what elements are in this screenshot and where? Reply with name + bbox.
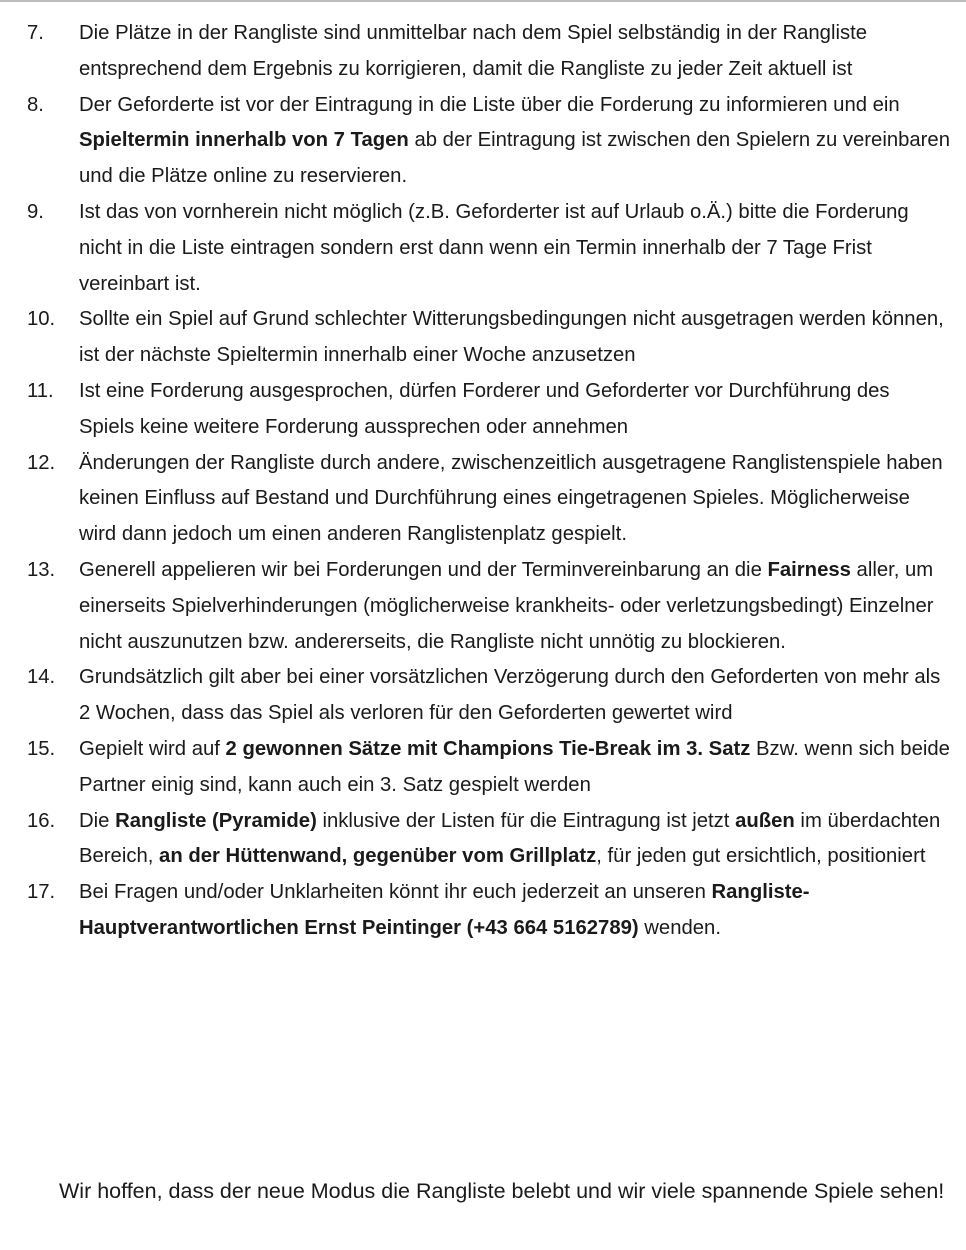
rule-number: 13.: [27, 558, 56, 581]
rule-text-run: Die Plätze in der Rangliste sind unmittelbar nach dem Spiel selbständig in der Rangliste entsprechend dem Ergebnis zu korrigieren, damit die Rangliste zu jeder Zeit aktuell ist: [79, 22, 868, 80]
rule-number: 9.: [27, 200, 44, 223]
rule-text-run: Die: [79, 809, 116, 832]
rule-text: [79, 446, 950, 553]
rule-text-bold: Spieltermin innerhalb von 7 Tagen: [79, 129, 409, 152]
rule-text-run: Ist eine Forderung ausgesprochen, dürfen Forderer und Geforderter vor Durchführung des Spiels keine weitere Forderung aussprechen oder annehmen: [79, 379, 890, 438]
rule-text-run: Bzw. wenn sich beide Partner einig sind, kann auch ein 3. Satz gespielt werden: [79, 737, 950, 796]
rule-number: 12.: [27, 451, 56, 474]
rules-list: [0, 16, 966, 947]
rule-text: [79, 875, 950, 947]
rule-item: [0, 446, 966, 553]
rule-text: [79, 804, 950, 876]
rule-text-run: wenden.: [638, 916, 721, 939]
rule-text-bold: Rangliste (Pyramide): [115, 809, 317, 832]
rule-text-run: inklusive der Listen für die Eintragung ist jetzt: [316, 809, 736, 832]
rule-number: 14.: [27, 666, 56, 689]
top-divider: [0, 0, 966, 2]
rule-text-run: Gepielt wird auf: [79, 737, 226, 760]
rule-text-bold: 2 gewonnen Sätze mit Champions Tie-Break im 3. Satz: [225, 737, 751, 760]
rule-number: 8.: [27, 93, 44, 116]
rule-text: [79, 374, 950, 446]
closing-paragraph: Wir hoffen, dass der neue Modus die Rangliste belebt und wir viele spannende Spiele sehen!: [59, 1179, 945, 1203]
rule-text: [79, 88, 950, 195]
rule-text-bold: Rangliste-Hauptverantwortlichen Ernst Peintinger (+43 664 5162789): [79, 881, 810, 939]
rule-text: [79, 732, 950, 804]
rule-text-run: Ist das von vornherein nicht möglich (z.B. Geforderter ist auf Urlaub o.Ä.) bitte die Forderung nicht in die Liste eintragen sondern erst dann wenn ein Termin innerhalb der 7 Tage Frist vereinbart ist.: [79, 200, 909, 295]
rule-item: [0, 732, 966, 804]
rule-number: 16.: [27, 809, 56, 832]
rule-item: [0, 88, 966, 195]
rule-text-bold: an der Hüttenwand, gegenüber vom Grillplatz: [159, 845, 597, 868]
rule-text: [79, 16, 950, 88]
rule-text-run: Grundsätzlich gilt aber bei einer vorsätzlichen Verzögerung durch den Geforderten von mehr als 2 Wochen, dass das Spiel als verloren für den Geforderten gewertet wird: [79, 666, 941, 725]
rule-item: [0, 302, 966, 374]
rule-text: [79, 553, 950, 660]
rule-text-run: , für jeden gut ersichtlich, positioniert: [596, 845, 926, 868]
rule-item: [0, 374, 966, 446]
rule-number: 10.: [27, 308, 56, 331]
rule-item: [0, 553, 966, 660]
rule-item: [0, 875, 966, 947]
rule-text-run: Sollte ein Spiel auf Grund schlechter Witterungsbedingungen nicht ausgetragen werden können, ist der nächste Spieltermin innerhalb einer Woche anzusetzen: [79, 308, 944, 367]
rule-text-run: Bei Fragen und/oder Unklarheiten könnt ihr euch jederzeit an unseren: [79, 881, 712, 904]
rule-text-run: im überdachten Bereich,: [79, 809, 941, 868]
rule-number: 11.: [27, 379, 54, 402]
rule-number: 7.: [27, 22, 44, 44]
rule-text-run: Der Geforderte ist vor der Eintragung in die Liste über die Forderung zu informieren und ein: [79, 93, 900, 116]
rule-number: 15.: [27, 737, 56, 760]
rule-text: [79, 302, 950, 374]
rule-text-run: aller, um einerseits Spielverhinderungen (möglicherweise krankheits- oder verletzungsbedingt) Einzelner nicht auszunutzen bzw. andererseits, die Rangliste nicht unnötig zu blockieren.: [79, 558, 934, 653]
rule-text: [79, 195, 950, 302]
rule-text-bold: außen: [735, 809, 795, 832]
rule-text-run: Generell appelieren wir bei Forderungen und der Terminvereinbarung an die: [79, 558, 768, 581]
rule-text: [79, 660, 950, 732]
rule-text-run: Änderungen der Rangliste durch andere, zwischenzeitlich ausgetragene Ranglistenspiele haben keinen Einfluss auf Bestand und Durchführung eines eingetragenen Spieles. Möglicherweise wird dann jedoch um einen anderen Ranglistenplatz gespielt.: [79, 451, 943, 546]
rule-item: [0, 660, 966, 732]
rule-item: [0, 195, 966, 302]
rule-item: [0, 16, 966, 88]
rule-text-run: ab der Eintragung ist zwischen den Spielern zu vereinbaren und die Plätze online zu reservieren.: [79, 129, 950, 188]
rule-item: [0, 804, 966, 876]
rule-number: 17.: [27, 881, 56, 904]
rule-text-bold: Fairness: [767, 558, 851, 581]
